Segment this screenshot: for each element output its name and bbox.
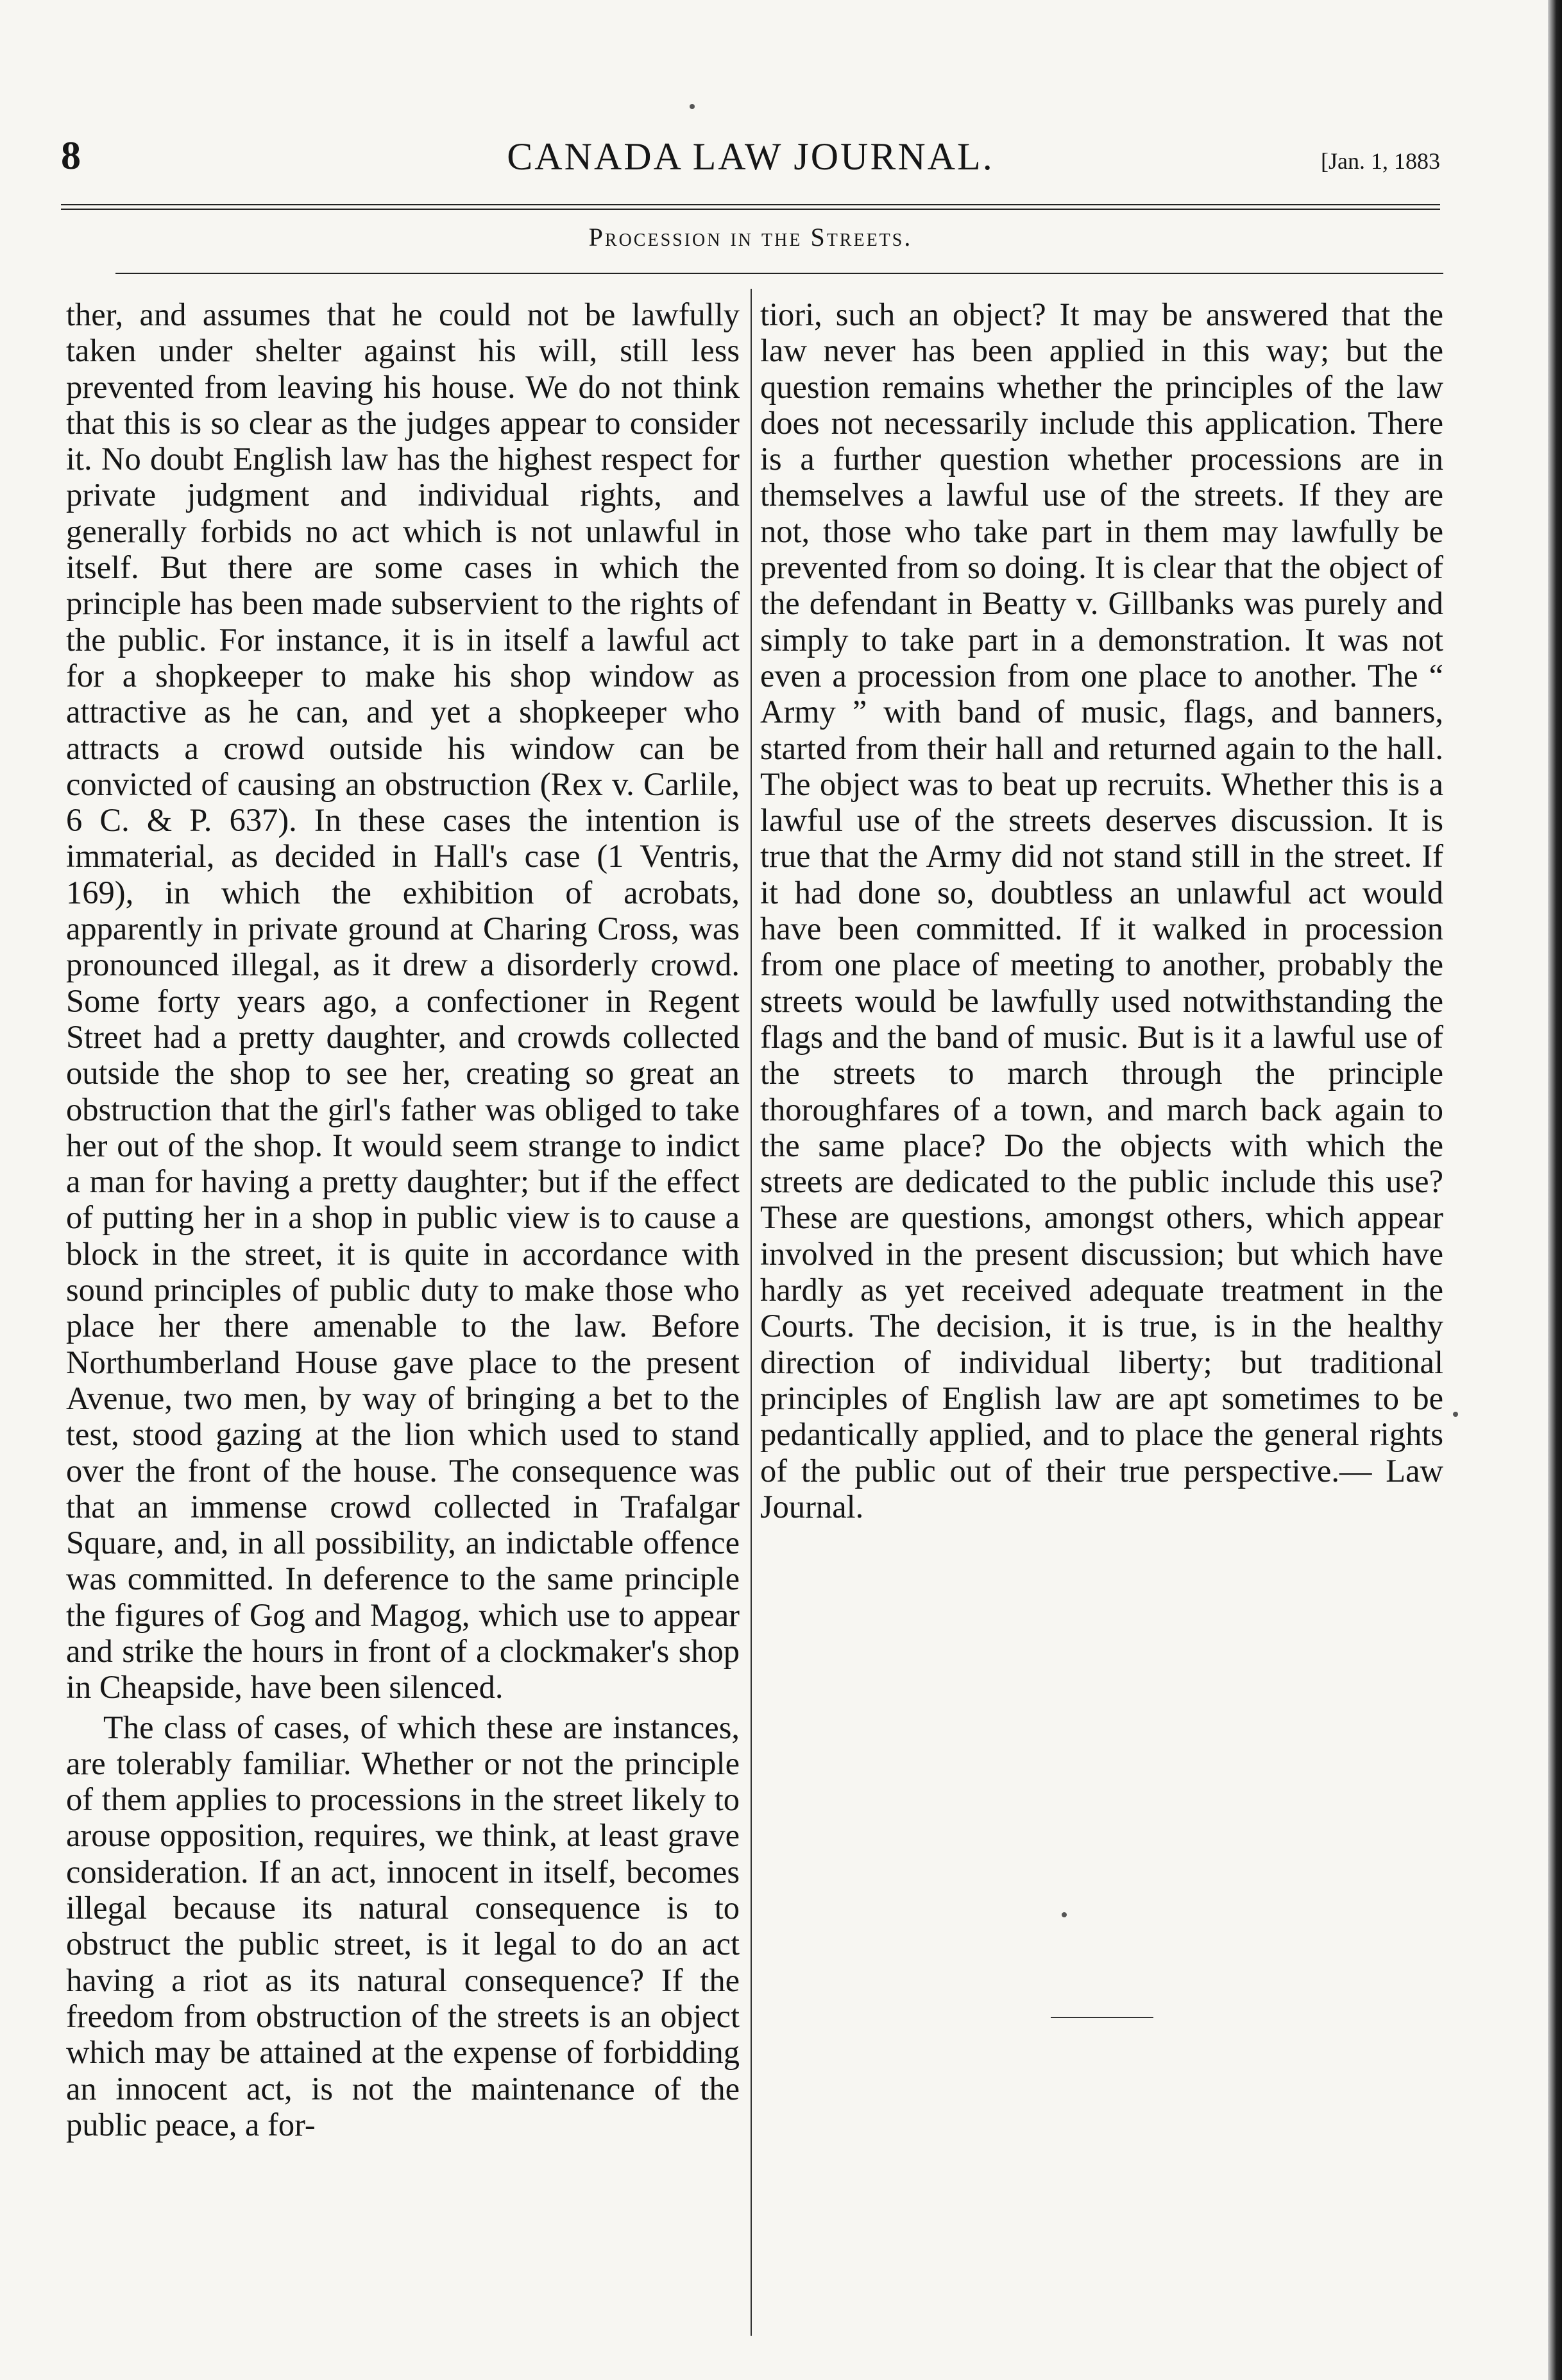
left-paragraph-2: The class of cases, of which these are instances, are tolerably familiar. Whether or not the principle of them applies to processions in the street likely to arouse opposition, requires, we think, at least grave consideration. If an act, innocent in itself, becomes illegal because its natural consequence is to obstruct the public street, is it legal to do an act having a riot as its natural consequence? If the freedom from obstruction of the streets is an object which may be attained at the expense of forbidding an innocent act, is not the maintenance of the public peace, a for- <box>66 1709 740 2143</box>
header-rule-top <box>61 204 1440 205</box>
column-divider <box>751 289 752 2336</box>
page-number: 8 <box>61 134 81 178</box>
scan-speck <box>690 104 695 109</box>
left-column <box>66 296 740 2143</box>
journal-title: CANADA LAW JOURNAL. <box>507 135 994 178</box>
header-rule-bottom <box>61 209 1440 210</box>
section-rule <box>115 273 1443 274</box>
section-title: Procession in the Streets. <box>588 223 913 252</box>
issue-date: [Jan. 1, 1883 <box>1321 148 1440 174</box>
left-paragraph-1: ther, and assumes that he could not be lawfully taken under shelter against his will, still less prevented from leaving his house. We do not think that this is so clear as the judges appear to consider it. No doubt English law has the highest respect for private judgment and individual rights, and generally forbids no act which is not unlawful in itself. But there are some cases in which the principle has been made subservient to the rights of the public. For instance, it is in itself a lawful act for a shopkeeper to make his shop window as attractive as he can, and yet a shopkeeper who attracts a crowd outside his window can be convicted of causing an obstruction (Rex v. Carlile, 6 C. & P. 637). In these cases the intention is immaterial, as decided in Hall's case (1 Ventris, 169), in which the exhibition of acrobats, apparently in private ground at Charing Cross, was pronounced illegal, as it drew a disorderly crowd. Some forty years ago, a confectioner in Regent Street had a pretty daughter, and crowds collected outside the shop to see her, creating so great an obstruction that the girl's father was obliged to take her out of the shop. It would seem strange to indict a man for having a pretty daughter; but if the effect of putting her in a shop in public view is to cause a block in the street, it is quite in accordance with sound principles of public duty to make those who place her there amenable to the law. Before Northumberland House gave place to the present Avenue, two men, by way of bringing a bet to the test, stood gazing at the lion which used to stand over the front of the house. The consequence was that an immense crowd collected in Trafalgar Square, and, in all possibility, an indictable offence was committed. In deference to the same principle the figures of Gog and Magog, which use to appear and strike the hours in front of a clockmaker's shop in Cheapside, have been silenced. <box>66 296 740 1706</box>
page-header <box>61 133 1440 185</box>
scan-edge-shadow <box>1548 0 1562 2380</box>
scan-speck <box>1453 1412 1458 1417</box>
end-of-article-rule <box>1051 2017 1153 2018</box>
scan-speck <box>1062 1912 1067 1917</box>
right-paragraph-1: tiori, such an object? It may be answered that the law never has been applied in this way; but the question remains whether the principles of the law does not necessarily include this application. There is a further question whether processions are in themselves a lawful use of the streets. If they are not, those who take part in them may lawfully be prevented from so doing. It is clear that the object of the defendant in Beatty v. Gillbanks was purely and simply to take part in a demonstration. It was not even a procession from one place to another. The “ Army ” with band of music, flags, and banners, started from their hall and returned again to the hall. The object was to beat up recruits. Whether this is a lawful use of the streets deserves discussion. It is true that the Army did not stand still in the street. If it had done so, doubtless an unlawful act would have been committed. If it walked in procession from one place of meeting to another, probably the streets would be lawfully used notwithstanding the flags and the band of music. But is it a lawful use of the streets to march through the principle thoroughfares of a town, and march back again to the same place? Do the objects with which the streets are dedicated to the public include this use? These are questions, amongst others, which appear involved in the present discussion; but which have hardly as yet received adequate treatment in the Courts. The decision, it is true, is in the healthy direction of individual liberty; but traditional principles of English law are apt sometimes to be pedantically applied, and to place the general rights of the public out of their true perspective.— Law Journal. <box>760 296 1443 1525</box>
right-column <box>760 296 1443 1525</box>
